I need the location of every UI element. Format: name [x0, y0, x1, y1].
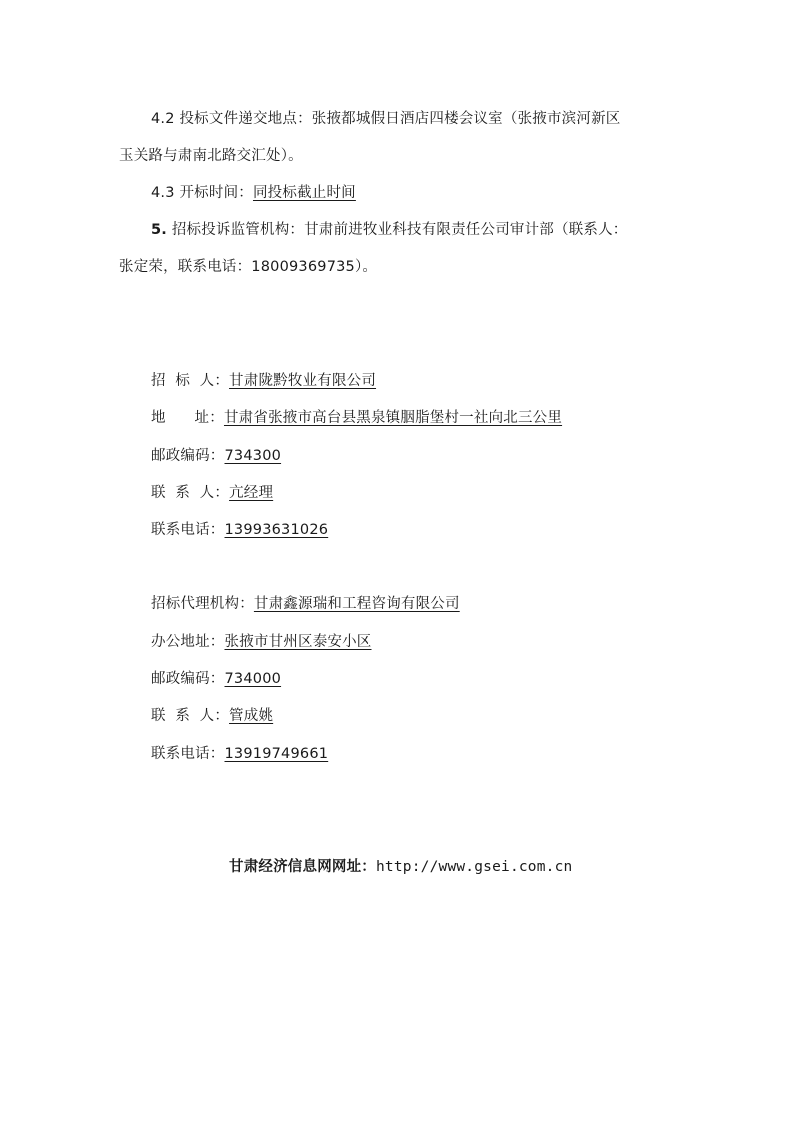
agency-phone: 13919749661: [224, 746, 329, 762]
field-label: 办公地址：: [151, 634, 225, 650]
footer-website: [229, 857, 572, 877]
agency-postcode-row: [151, 669, 281, 689]
agency-contact: 管成姚: [229, 708, 274, 724]
agency-name: 甘肃鑫源瑞和工程咨询有限公司: [253, 596, 460, 612]
section-number: 4.3: [151, 185, 175, 201]
agency-postcode: 734000: [224, 671, 282, 687]
complaint-text-cont: 张定荣，联系电话：18009369735）。: [119, 259, 378, 275]
tenderer-phone-row: [151, 520, 328, 540]
agency-address: 张掖市甘州区泰安小区: [224, 634, 372, 650]
tenderer-address-row: [151, 408, 562, 428]
bid-submission-line-1: [151, 109, 620, 129]
tenderer-name-row: [151, 371, 376, 391]
agency-address-row: [151, 632, 372, 652]
bid-submission-text: 投标文件递交地点：张掖都城假日酒店四楼会议室（张掖市滨河新区: [179, 111, 621, 127]
bid-opening-value: 同投标截止时间: [252, 185, 356, 201]
bid-submission-text-cont: 玉关路与肃南北路交汇处）。: [119, 148, 303, 164]
agency-contact-row: [151, 706, 273, 726]
section-number: 4.2: [151, 111, 175, 127]
agency-name-row: [151, 594, 460, 614]
field-label: 联 系 人：: [151, 708, 230, 724]
complaint-line-1: [151, 220, 628, 240]
field-label: 地 址：: [151, 410, 224, 426]
tenderer-postcode: 734300: [224, 448, 282, 464]
footer-url-link[interactable]: http://www.gsei.com.cn: [376, 859, 573, 875]
bid-submission-line-2: [119, 146, 303, 166]
tenderer-name: 甘肃陇黔牧业有限公司: [229, 373, 377, 389]
tenderer-contact-row: [151, 483, 273, 503]
section-number: 5.: [151, 222, 167, 238]
complaint-text: 招标投诉监管机构：甘肃前进牧业科技有限责任公司审计部（联系人：: [171, 222, 628, 238]
tenderer-postcode-row: [151, 446, 281, 466]
field-label: 邮政编码：: [151, 448, 225, 464]
field-label: 招 标 人：: [151, 373, 230, 389]
agency-phone-row: [151, 744, 328, 764]
footer-label: 甘肃经济信息网网址：: [229, 859, 376, 875]
bid-opening-line: [151, 183, 356, 203]
bid-opening-label: 开标时间：: [179, 185, 253, 201]
tenderer-address: 甘肃省张掖市高台县黑泉镇胭脂堡村一社向北三公里: [223, 410, 563, 426]
field-label: 联 系 人：: [151, 485, 230, 501]
field-label: 邮政编码：: [151, 671, 225, 687]
field-label: 联系电话：: [151, 746, 225, 762]
field-label: 联系电话：: [151, 522, 225, 538]
tenderer-contact: 亢经理: [229, 485, 274, 501]
field-label: 招标代理机构：: [151, 596, 254, 612]
tenderer-phone: 13993631026: [224, 522, 329, 538]
complaint-line-2: [119, 257, 377, 277]
